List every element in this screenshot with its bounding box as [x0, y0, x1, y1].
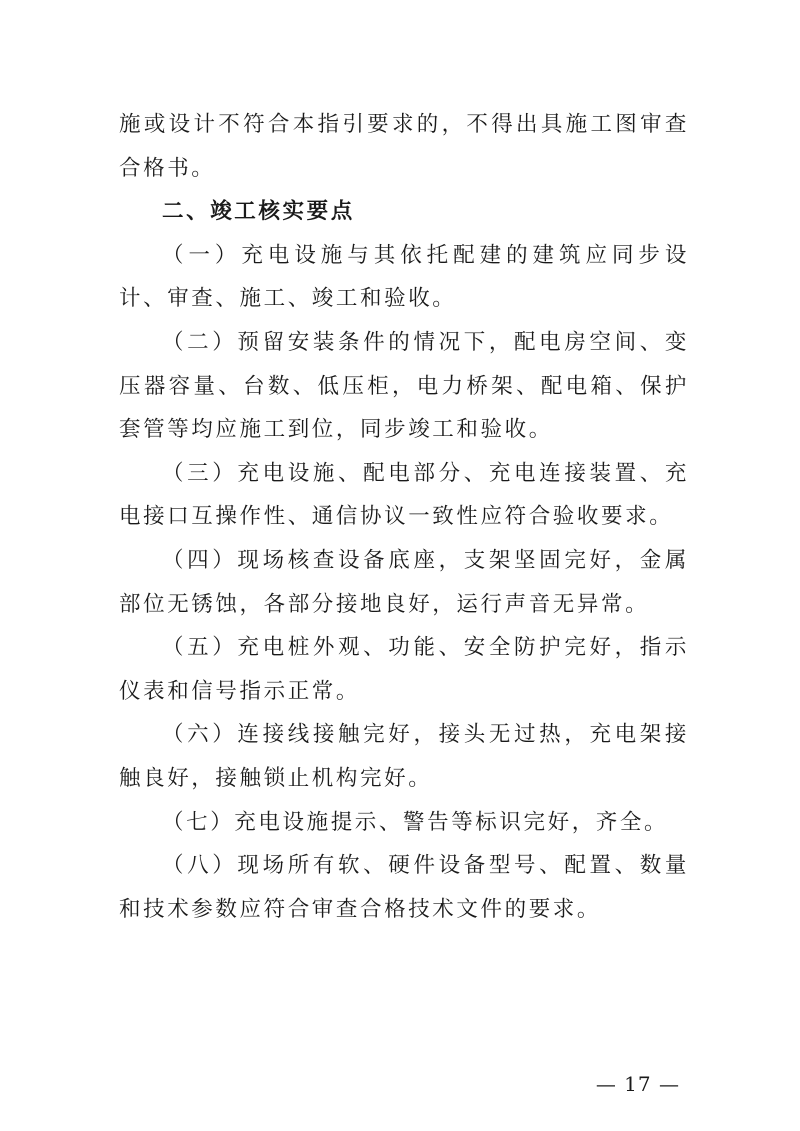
continuation-paragraph: 施或设计不符合本指引要求的，不得出具施工图审查合格书。	[119, 112, 689, 181]
list-item-4: （四）现场核查设备底座，支架坚固完好，金属部位无锈蚀，各部分接地良好，运行声音无异常。	[119, 547, 689, 617]
body-text	[119, 103, 689, 931]
list-item-6: （六）连接线接触完好，接头无过热，充电架接触良好，接触锁止机构完好。	[119, 722, 689, 791]
list-item-1: （一）充电设施与其依托配建的建筑应同步设计、审查、施工、竣工和验收。	[119, 242, 689, 312]
page-number: — 17 —	[595, 1072, 680, 1096]
list-item-8: （八）现场所有软、硬件设备型号、配置、数量和技术参数应符合审查合格技术文件的要求。	[119, 853, 689, 922]
list-item-2: （二）预留安装条件的情况下，配电房空间、变压器容量、台数、低压柜，电力桥架、配电箱、保护套管等均应施工到位，同步竣工和验收。	[119, 329, 689, 443]
list-item-3: （三）充电设施、配电部分、充电连接装置、充电接口互操作性、通信协议一致性应符合验收要求。	[119, 460, 689, 530]
section-heading: 二、竣工核实要点	[162, 199, 355, 225]
list-item-5: （五）充电桩外观、功能、安全防护完好，指示仪表和信号指示正常。	[119, 635, 689, 704]
list-item-7: （七）充电设施提示、警告等标识完好，齐全。	[162, 809, 669, 835]
